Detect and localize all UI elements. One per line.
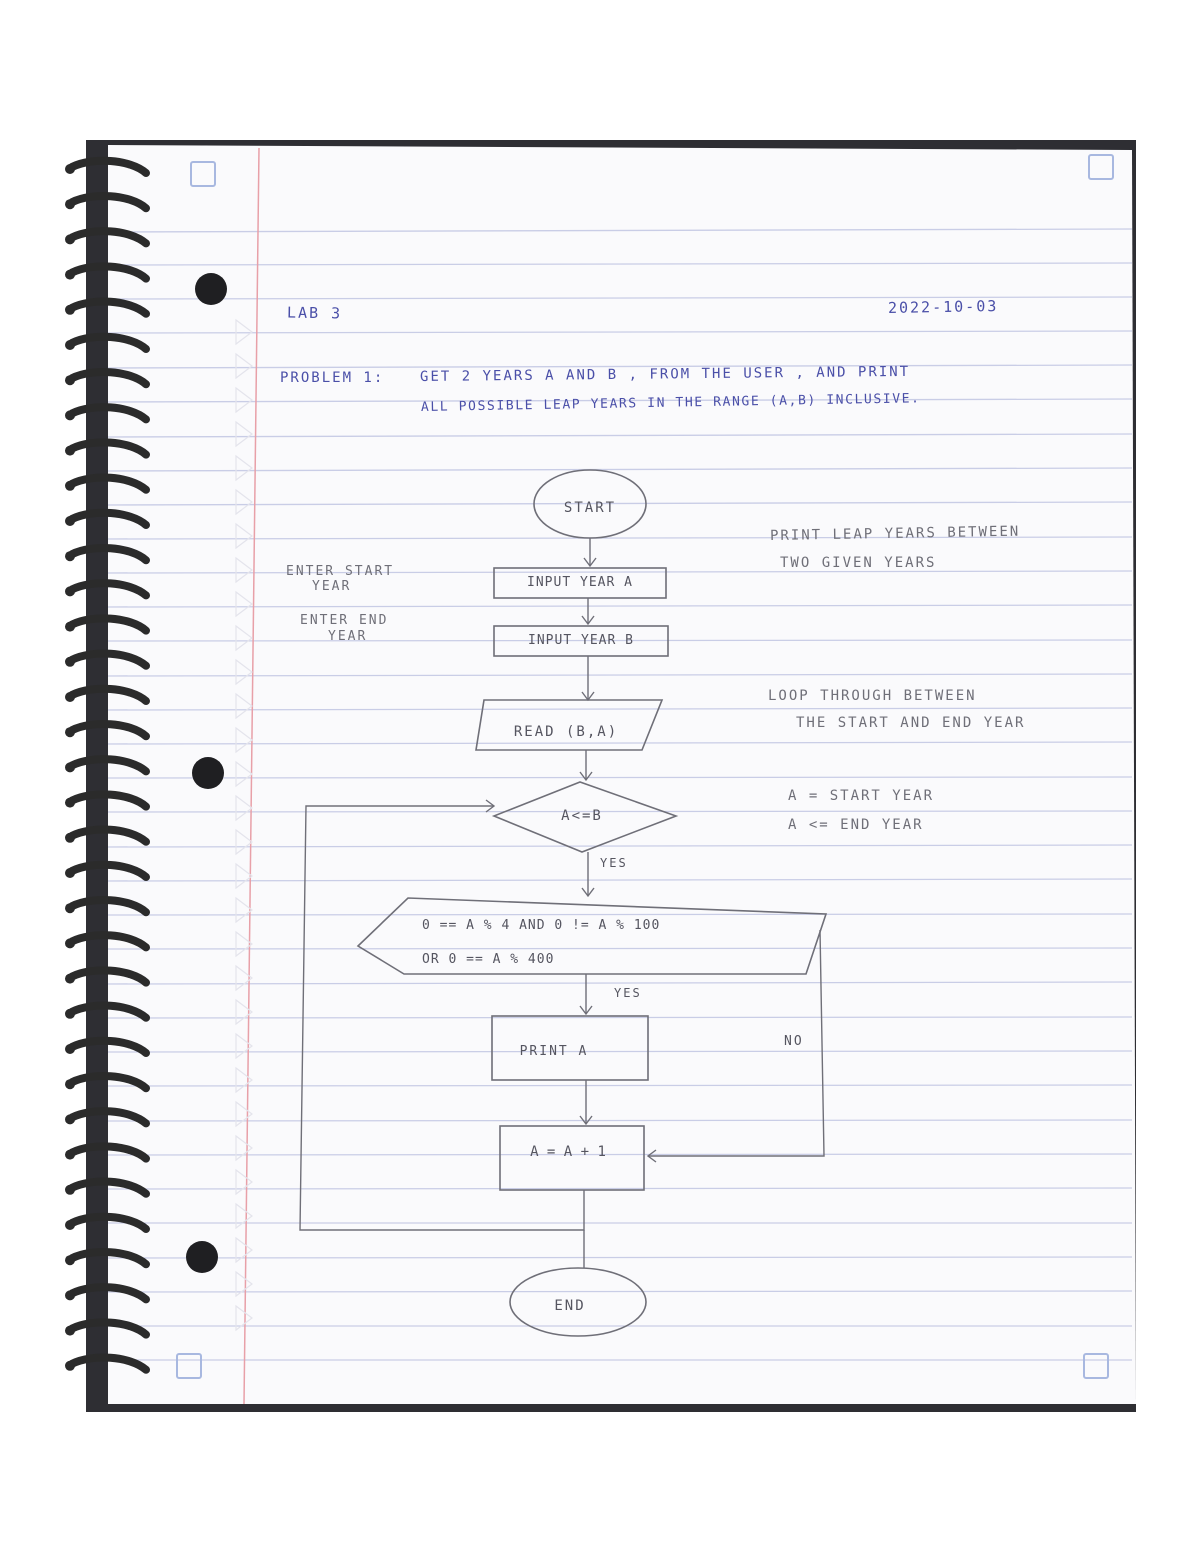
flow-loop-condition: A<=B (561, 808, 603, 824)
flow-leap-condition-1: 0 == A % 4 AND 0 != A % 100 (422, 918, 661, 933)
note-enter-start-1: ENTER START (286, 564, 395, 579)
flow-input-a: INPUT YEAR A (527, 575, 633, 590)
spiral-coil-end (65, 551, 75, 561)
problem-line-1: GET 2 YEARS A AND B , FROM THE USER , AND PRINT (419, 363, 911, 385)
spiral-coil-end (65, 622, 75, 632)
note-condition: A <= END YEAR (788, 817, 924, 833)
spiral-coil-end (65, 868, 75, 878)
spiral-coil-end (65, 1326, 75, 1336)
date: 2022-10-03 (887, 297, 999, 317)
spiral-coil-end (65, 692, 75, 702)
note-purpose-1: PRINT LEAP YEARS BETWEEN (769, 523, 1021, 544)
spiral-coil-end (65, 481, 75, 491)
spiral-coil-end (65, 657, 75, 667)
spiral-coil-end (65, 340, 75, 350)
flow-leap-condition-2: OR 0 == A % 400 (422, 952, 555, 967)
spiral-coil-end (65, 762, 75, 772)
note-purpose-2: TWO GIVEN YEARS (780, 555, 937, 571)
spiral-coil-end (65, 833, 75, 843)
spiral-coil-end (65, 1290, 75, 1300)
spiral-coil-end (65, 1150, 75, 1160)
flow-yes-1: YES (600, 856, 628, 870)
spiral-coil-end (65, 798, 75, 808)
spiral-coil-end (65, 234, 75, 244)
spiral-coil-end (65, 1255, 75, 1265)
spiral-coil-end (65, 164, 75, 174)
note-enter-start-2: YEAR (312, 579, 352, 594)
spiral-coil-end (65, 199, 75, 209)
spiral-coil-end (65, 1079, 75, 1089)
spiral-coil-end (65, 1185, 75, 1195)
note-loop-1: LOOP THROUGH BETWEEN (768, 688, 977, 704)
flow-yes-2: YES (614, 986, 642, 1000)
spiral-coil-end (65, 1114, 75, 1124)
spiral-coil-end (65, 1009, 75, 1019)
note-loop-2: THE START AND END YEAR (796, 715, 1026, 731)
spiral-coil-end (65, 586, 75, 596)
spiral-coil-end (65, 516, 75, 526)
spiral-coil-end (65, 410, 75, 420)
paper-sheet (108, 145, 1136, 1404)
note-enter-end-2: YEAR (328, 629, 368, 644)
spiral-coil-end (65, 446, 75, 456)
flow-no: NO (784, 1034, 804, 1049)
flow-start: START (563, 500, 617, 516)
flow-input-b: INPUT YEAR B (528, 633, 634, 648)
spiral-coil-end (65, 727, 75, 737)
spiral-coil-end (65, 974, 75, 984)
problem-line-2: ALL POSSIBLE LEAP YEARS IN THE RANGE (A,B) INCLUSIVE. (420, 391, 921, 415)
problem-label: PROBLEM 1: (280, 370, 385, 386)
flow-end: END (554, 1298, 586, 1314)
note-init: A = START YEAR (788, 788, 935, 804)
flow-increment: A = A + 1 (530, 1144, 606, 1160)
spiral-coil-end (65, 938, 75, 948)
flow-print: PRINT A (519, 1044, 589, 1059)
spiral-coil-end (65, 903, 75, 913)
spiral-coil-end (65, 270, 75, 280)
spiral-coil-end (65, 305, 75, 315)
note-enter-end-1: ENTER END (300, 613, 389, 628)
flow-read: READ (B,A) (513, 724, 619, 740)
spiral-coil-end (65, 1044, 75, 1054)
spiral-coil-end (65, 1361, 75, 1371)
spiral-coil-end (65, 375, 75, 385)
spiral-coil-end (65, 1220, 75, 1230)
lab-title: LAB 3 (286, 303, 343, 323)
